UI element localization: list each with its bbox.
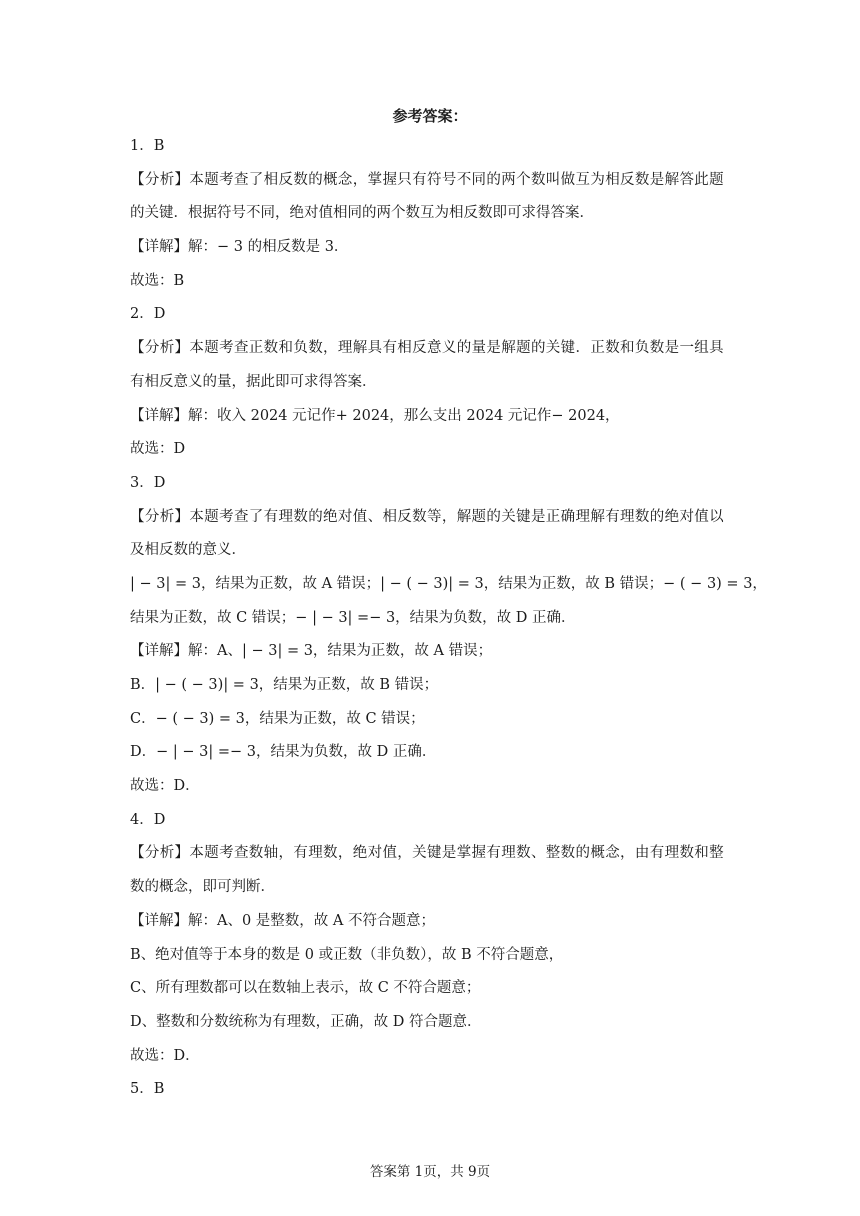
text-line: 4．D <box>130 811 166 828</box>
text-line: 3．D <box>130 474 166 491</box>
text-line: 故选：B <box>130 272 185 289</box>
text-line: 【详解】解：收入 2024 元记作+ 2024，那么支出 2024 元记作− 2024， <box>130 407 620 424</box>
text-line: 【分析】本题考查了有理数的绝对值、相反数等，解题的关键是正确理解有理数的绝对值以 <box>130 508 724 525</box>
text-line: 【详解】解：A、| − 3| = 3，结果为正数，故 A 错误； <box>130 643 493 660</box>
text-line: 故选：D． <box>130 1047 200 1064</box>
text-line: D、整数和分数统称为有理数，正确，故 D 符合题意． <box>130 1013 482 1030</box>
answer-content <box>130 134 767 1111</box>
text-line: | − 3| = 3，结果为正数，故 A 错误；| − ( − 3)| = 3，结果为正数，故 B 错误；− ( − 3) = 3， <box>130 575 767 592</box>
text-line: B．| − ( − 3)| = 3，结果为正数，故 B 错误； <box>130 677 439 693</box>
text-line: 【分析】本题考查数轴，有理数，绝对值，关键是掌握有理数、整数的概念，由有理数和整 <box>130 845 724 862</box>
text-line: 结果为正数，故 C 错误；− | − 3| =− 3，结果为负数，故 D 正确． <box>130 609 576 626</box>
text-line: B、绝对值等于本身的数是 0 或正数（非负数），故 B 不符合题意， <box>130 946 564 963</box>
text-line: 及相反数的意义． <box>130 542 246 559</box>
text-line: 有相反意义的量，据此即可求得答案． <box>130 373 377 390</box>
text-line: C．− ( − 3) = 3，结果为正数，故 C 错误； <box>130 710 425 727</box>
text-line: 【分析】本题考查正数和负数，理解具有相反意义的量是解题的关键．正数和负数是一组具 <box>130 340 724 357</box>
text-line: 1．B <box>130 138 165 154</box>
text-line: 的关键．根据符号不同，绝对值相同的两个数互为相反数即可求得答案． <box>130 205 594 222</box>
text-line: 【详解】解：A、0 是整数，故 A 不符合题意； <box>130 912 435 929</box>
text-line: 故选：D． <box>130 778 200 795</box>
text-line: C、所有理数都可以在数轴上表示，故 C 不符合题意； <box>130 980 481 997</box>
page-footer: 答案第 1页，共 9页 <box>369 1164 491 1180</box>
text-line: 故选：D <box>130 441 186 458</box>
page-title: 参考答案： <box>392 107 468 125</box>
text-line: 5．B <box>130 1081 165 1098</box>
text-line: 【分析】本题考查了相反数的概念，掌握只有符号不同的两个数叫做互为相反数是解答此题 <box>130 171 724 188</box>
text-line: 2．D <box>130 306 166 323</box>
text-line: 数的概念，即可判断． <box>130 879 275 896</box>
text-line: 【详解】解：− 3 的相反数是 3． <box>130 239 349 256</box>
text-line: D．− | − 3| =− 3，结果为负数，故 D 正确． <box>130 744 437 761</box>
